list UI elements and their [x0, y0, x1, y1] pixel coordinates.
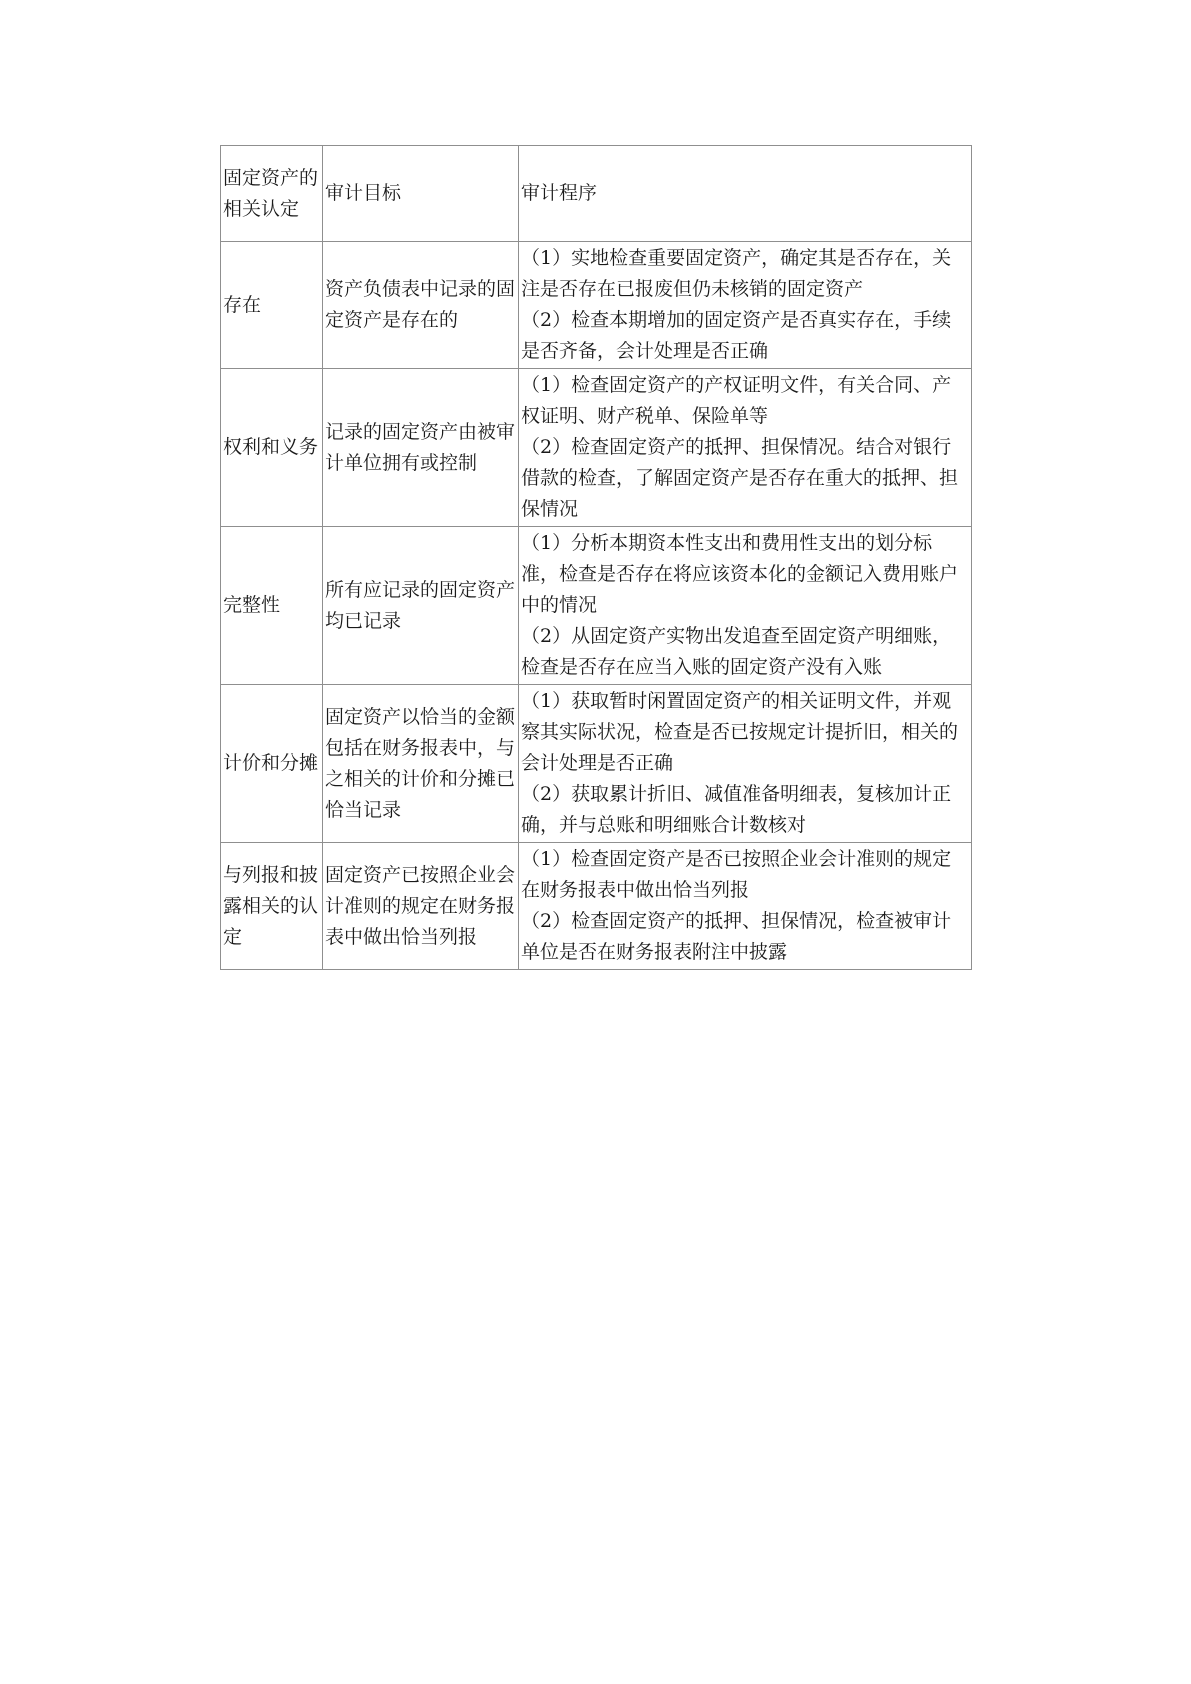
procedure-item: （1）分析本期资本性支出和费用性支出的划分标准，检查是否存在将应该资本化的金额记入费用账户中的情况 [521, 532, 959, 616]
row-assertion: 与列报和披露相关的认定 [221, 843, 323, 970]
row-objective: 资产负债表中记录的固定资产是存在的 [323, 242, 519, 369]
table-header-row [221, 146, 972, 242]
row-objective: 记录的固定资产由被审计单位拥有或控制 [323, 369, 519, 527]
procedure-item: （1）获取暂时闲置固定资产的相关证明文件，并观察其实际状况，检查是否已按规定计提折旧，相关的会计处理是否正确 [521, 690, 959, 774]
header-assertion: 固定资产的相关认定 [221, 146, 323, 242]
row-procedures [519, 369, 972, 527]
row-procedures [519, 242, 972, 369]
procedure-item: （1）实地检查重要固定资产，确定其是否存在，关注是否存在已报废但仍未核销的固定资产 [521, 247, 952, 300]
procedure-item: （1）检查固定资产是否已按照企业会计准则的规定在财务报表中做出恰当列报 [521, 848, 952, 901]
header-procedure: 审计程序 [519, 146, 972, 242]
row-procedures [519, 527, 972, 685]
row-procedures [519, 685, 972, 843]
procedure-item: （2）检查本期增加的固定资产是否真实存在，手续是否齐备，会计处理是否正确 [521, 309, 952, 362]
procedure-item: （2）检查固定资产的抵押、担保情况。结合对银行借款的检查，了解固定资产是否存在重大的抵押、担保情况 [521, 436, 959, 520]
table-row [221, 685, 972, 843]
row-assertion: 存在 [221, 242, 323, 369]
row-objective: 固定资产以恰当的金额包括在财务报表中，与之相关的计价和分摊已恰当记录 [323, 685, 519, 843]
table-row [221, 369, 972, 527]
table-row [221, 242, 972, 369]
row-assertion: 权利和义务 [221, 369, 323, 527]
row-objective: 固定资产已按照企业会计准则的规定在财务报表中做出恰当列报 [323, 843, 519, 970]
procedure-item: （2）获取累计折旧、减值准备明细表，复核加计正确，并与总账和明细账合计数核对 [521, 783, 952, 836]
procedure-item: （1）检查固定资产的产权证明文件，有关合同、产权证明、财产税单、保险单等 [521, 374, 952, 427]
procedure-item: （2）从固定资产实物出发追查至固定资产明细账，检查是否存在应当入账的固定资产没有入账 [521, 625, 952, 678]
row-assertion: 计价和分摊 [221, 685, 323, 843]
header-objective: 审计目标 [323, 146, 519, 242]
audit-procedures-table [220, 145, 972, 970]
table-row [221, 843, 972, 970]
row-objective: 所有应记录的固定资产均已记录 [323, 527, 519, 685]
procedure-item: （2）检查固定资产的抵押、担保情况，检查被审计单位是否在财务报表附注中披露 [521, 910, 952, 963]
table-row [221, 527, 972, 685]
row-assertion: 完整性 [221, 527, 323, 685]
row-procedures [519, 843, 972, 970]
